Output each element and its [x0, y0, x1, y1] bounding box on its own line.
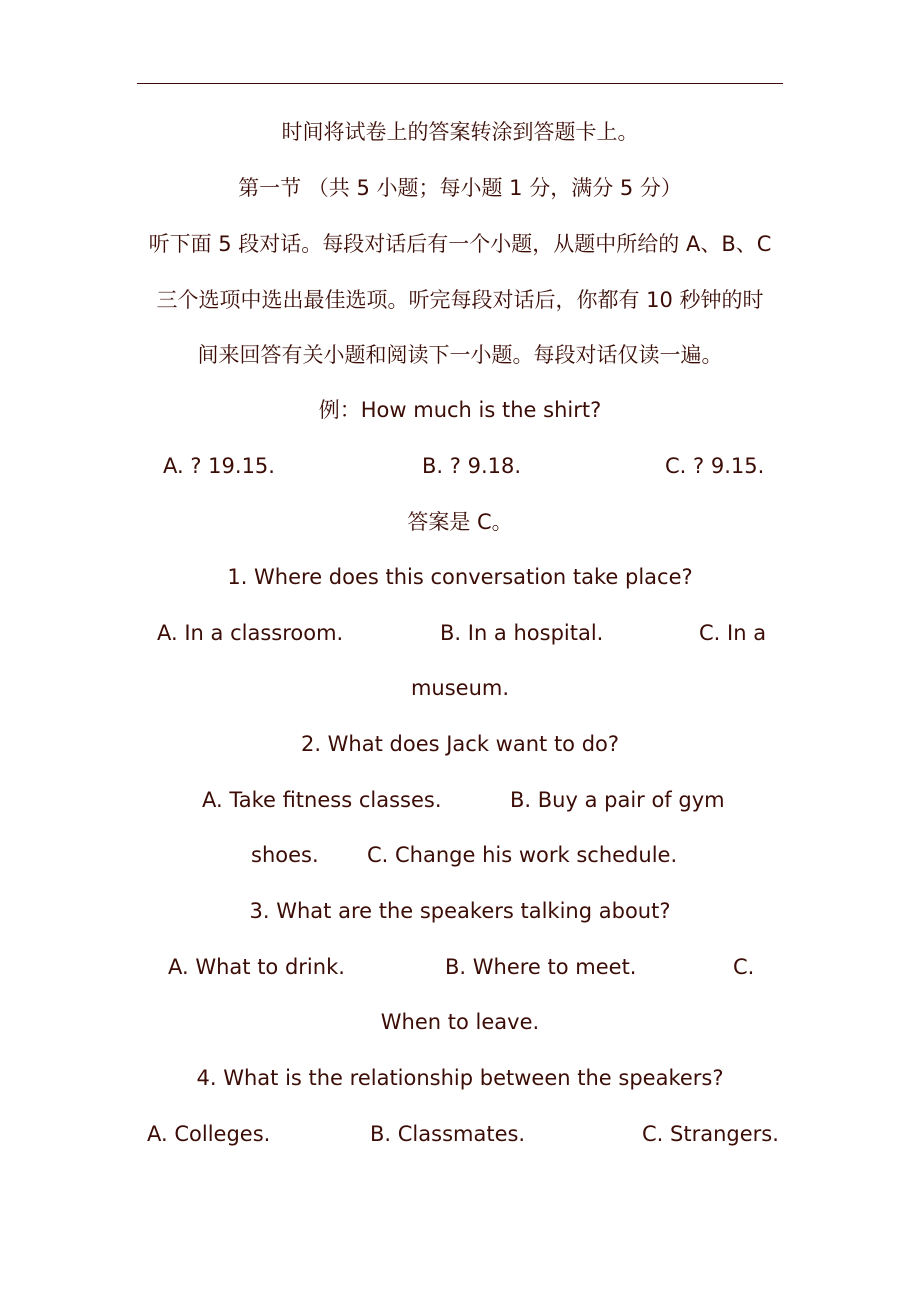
instruction-line-1: 时间将试卷上的答案转涂到答题卡上。: [281, 120, 639, 144]
question-1: 1. Where does this conversation take place?: [227, 565, 693, 589]
example-question: 例：How much is the shirt?: [318, 398, 602, 422]
instruction-line-3: 三个选项中选出最佳选项。听完每段对话后，你都有 10 秒钟的时: [156, 288, 764, 312]
question-3-option-a: A. What to drink.: [168, 955, 345, 979]
question-2-option-a: A. Take fitness classes.: [202, 788, 442, 812]
question-2-option-c: C. Change his work schedule.: [367, 843, 678, 867]
header-divider: [137, 83, 783, 84]
question-1-option-c: C. In a: [699, 621, 767, 645]
example-option-c: C. ? 9.15.: [665, 454, 765, 478]
question-1-continuation: museum.: [410, 676, 510, 700]
question-3-option-b: B. Where to meet.: [445, 955, 637, 979]
question-3-option-c: C.: [733, 955, 755, 979]
question-4-option-a: A. Colleges.: [147, 1122, 271, 1146]
instruction-line-2: 听下面 5 段对话。每段对话后有一个小题，从题中所给的 A、B、C: [148, 232, 772, 256]
question-4-option-b: B. Classmates.: [370, 1122, 526, 1146]
question-3: 3. What are the speakers talking about?: [249, 899, 671, 923]
example-option-b: B. ? 9.18.: [422, 454, 522, 478]
question-2: 2. What does Jack want to do?: [300, 732, 620, 756]
question-3-continuation: When to leave.: [380, 1010, 540, 1034]
example-option-a: A. ? 19.15.: [163, 454, 275, 478]
question-4-option-c: C. Strangers.: [642, 1122, 779, 1146]
question-2-option-b: B. Buy a pair of gym: [510, 788, 725, 812]
section-heading: 第一节 （共 5 小题；每小题 1 分，满分 5 分）: [238, 176, 682, 200]
question-2-continuation: shoes.: [251, 843, 319, 867]
question-4: 4. What is the relationship between the speakers?: [196, 1066, 724, 1090]
question-1-option-b: B. In a hospital.: [440, 621, 604, 645]
instruction-line-4: 间来回答有关小题和阅读下一小题。每段对话仅读一遍。: [197, 343, 723, 367]
question-1-option-a: A. In a classroom.: [157, 621, 344, 645]
example-answer: 答案是 C。: [407, 510, 513, 534]
